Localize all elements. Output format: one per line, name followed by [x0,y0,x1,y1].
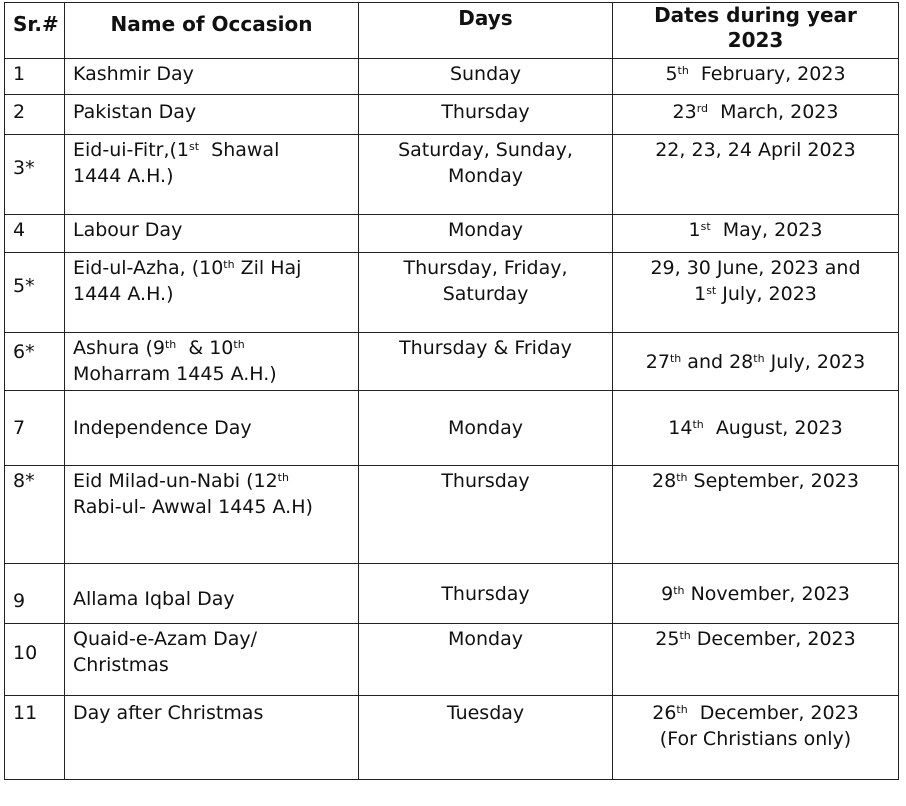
date-cell: 29, 30 June, 2023 and 1st July, 2023 [613,253,899,333]
sr-cell: 9 [5,564,65,624]
table-row [5,564,899,624]
name-cell: Ashura (9th & 10th Moharram 1445 A.H.) [65,333,359,391]
name-cell: Day after Christmas [65,696,359,780]
days-cell: Monday [359,215,613,253]
table-row [5,624,899,696]
sr-cell: 6* [5,333,65,391]
table-row [5,135,899,215]
table-row [5,253,899,333]
sr-cell: 5* [5,253,65,333]
header-sr: Sr.# [5,3,65,59]
header-row [5,3,899,59]
name-cell: Eid-ul-Azha, (10th Zil Haj 1444 A.H.) [65,253,359,333]
table-row [5,696,899,780]
name-cell: Kashmir Day [65,59,359,95]
sr-cell: 2 [5,95,65,135]
header-days: Days [359,3,613,59]
header-date: Dates during year 2023 [613,3,899,59]
table-row [5,95,899,135]
name-cell: Eid Milad-un-Nabi (12th Rabi-ul- Awwal 1445 A.H) [65,466,359,564]
date-cell: 14th August, 2023 [613,391,899,466]
days-cell: Thursday & Friday [359,333,613,391]
holiday-table [4,2,899,780]
days-cell: Monday [359,624,613,696]
sr-cell: 1 [5,59,65,95]
name-cell: Independence Day [65,391,359,466]
sr-cell: 3* [5,135,65,215]
name-cell: Allama Iqbal Day [65,564,359,624]
days-cell: Thursday [359,95,613,135]
table-row [5,466,899,564]
name-cell: Eid-ui-Fitr,(1st Shawal 1444 A.H.) [65,135,359,215]
date-cell: 23rd March, 2023 [613,95,899,135]
table-row [5,215,899,253]
header-name: Name of Occasion [65,3,359,59]
days-cell: Sunday [359,59,613,95]
table-row [5,59,899,95]
sr-cell: 11 [5,696,65,780]
date-cell: 9th November, 2023 [613,564,899,624]
date-cell: 1st May, 2023 [613,215,899,253]
table-row [5,391,899,466]
sr-cell: 4 [5,215,65,253]
date-cell: 25th December, 2023 [613,624,899,696]
name-cell: Pakistan Day [65,95,359,135]
sr-cell: 8* [5,466,65,564]
days-cell: Monday [359,391,613,466]
date-cell: 27th and 28th July, 2023 [613,333,899,391]
date-cell: 22, 23, 24 April 2023 [613,135,899,215]
days-cell: Tuesday [359,696,613,780]
date-cell: 26th December, 2023 (For Christians only) [613,696,899,780]
days-cell: Saturday, Sunday, Monday [359,135,613,215]
sr-cell: 7 [5,391,65,466]
date-cell: 5th February, 2023 [613,59,899,95]
days-cell: Thursday [359,466,613,564]
sr-cell: 10 [5,624,65,696]
days-cell: Thursday, Friday, Saturday [359,253,613,333]
name-cell: Quaid-e-Azam Day/ Christmas [65,624,359,696]
date-cell: 28th September, 2023 [613,466,899,564]
days-cell: Thursday [359,564,613,624]
table-row [5,333,899,391]
name-cell: Labour Day [65,215,359,253]
